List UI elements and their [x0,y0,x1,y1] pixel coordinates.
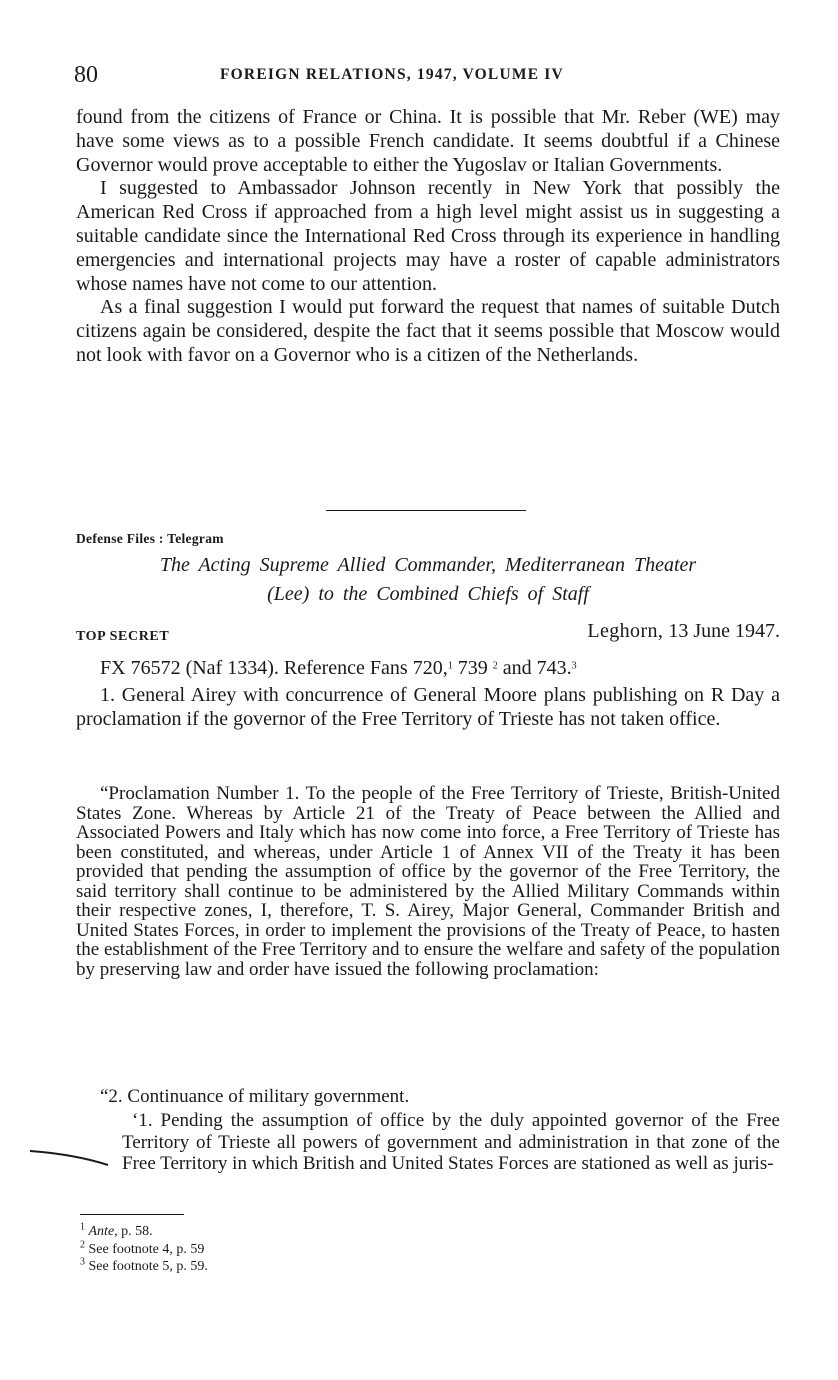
dateline-date: 13 June 1947. [663,620,780,642]
footnote-mark: 2 [80,1239,85,1251]
classification-label: TOP SECRET [76,629,170,644]
continuation-text [76,106,780,368]
proclamation-text: “Proclamation Number 1. To the people of the Free Territory of Trieste, British-United States Zone. Whereas by Article 21 of the Treaty of Peace between the Allied and Associated Powers and Italy which has now come into force, a Free Territory of Trieste has been constituted, and whereas, under Article 1 of Annex VII of the Treaty it has been provided that pending the assumption of office by the governor of the Free Territory, the said territory shall continue to be administered by the Allied Military Commands within their respective zones, I, therefore, T. S. Airey, Major General, Commander British and United States Forces, in order to implement the provisions of the Treaty of Peace, to hasten the establishment of the Free Territory and to ensure the welfare and safety of the population by preserving law and order have issued the following proclamation: [76,783,780,980]
footnote-ref: 3 [571,660,577,672]
footnote-text: See footnote 5, p. 59. [88,1259,208,1275]
margin-pen-mark [28,1145,112,1169]
running-title: FOREIGN RELATIONS, 1947, VOLUME IV [220,66,564,83]
section-two-heading: “2. Continuance of military government. [100,1086,410,1107]
dateline [587,620,780,643]
telegram-body [76,657,780,731]
footnote-text: , p. 58. [114,1224,153,1239]
section-divider [326,510,526,511]
document-source: Defense Files : Telegram [76,531,224,546]
footnote-divider [80,1214,184,1215]
running-head [74,60,780,90]
footnote [80,1241,208,1259]
reference-text: 739 [452,657,493,679]
subsection-one: ‘1. Pending the assumption of office by the duly appointed governor of the Free Territory of Trieste all powers of government and administration in that zone of the Free Territory in which British and United States Forces are stationed as well as juris- [122,1110,780,1174]
footnote-mark: 3 [80,1256,85,1268]
page-number: 80 [74,62,98,88]
reference-text: FX 76572 (Naf 1334). Reference Fans 720, [100,657,448,679]
reference-line [76,657,780,681]
footnote [80,1258,208,1276]
document-title-line: The Acting Supreme Allied Commander, Mediterranean Theater [159,554,697,576]
document-title [76,551,780,609]
footnote-ref: 1 [447,660,453,672]
paragraph-one: 1. General Airey with concurrence of General Moore plans publishing on R Day a proclamation if the governor of the Free Territory of Trieste has not taken office. [76,683,780,730]
continuation-paragraph: found from the citizens of France or China. It is possible that Mr. Reber (WE) may have some views as to a possible French candidate. It seems doubtful if a Chinese Governor would prove acceptable to either the Yugoslav or Italian Governments. [76,106,780,176]
footnote-text: See footnote 4, p. 59 [88,1241,205,1257]
document-title-line: (Lee) to the Combined Chiefs of Staff [267,583,589,605]
dateline-place: Leghorn, [587,620,664,642]
footnote-mark: 1 [80,1221,85,1233]
footnotes [80,1223,208,1276]
footnote-text: Ante [88,1224,115,1239]
reference-text: and 743. [497,657,572,679]
continuation-paragraph: I suggested to Ambassador Johnson recently in New York that possibly the American Red Cross if approached from a high level might assist us in suggesting a suitable candidate since the International Red Cross through its experience in handling emergencies and international projects may have a roster of capable administrators whose names have not come to our attention. [76,177,780,295]
footnote [80,1223,208,1241]
continuation-paragraph: As a final suggestion I would put forward the request that names of suitable Dutch citizens again be considered, despite the fact that it seems possible that Moscow would not look with favor on a Governor who is a citizen of the Netherlands. [76,296,780,366]
footnote-ref: 2 [492,660,498,672]
